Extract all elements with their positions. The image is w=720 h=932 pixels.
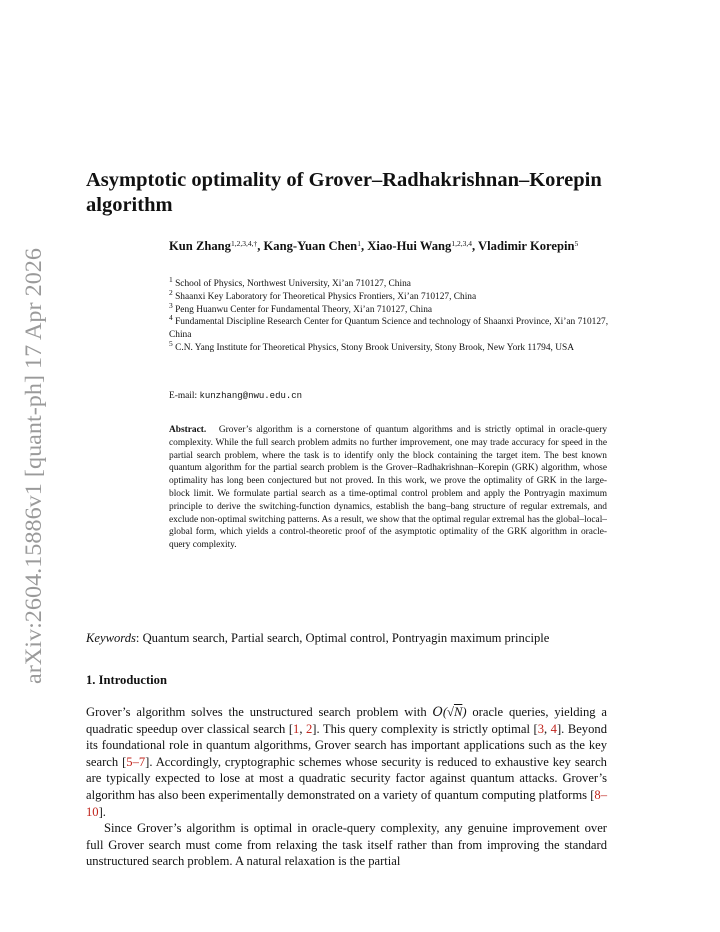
keywords: Keywords: Quantum search, Partial search, Optimal control, Pontryagin maximum principle: [86, 631, 550, 645]
author: Kun Zhang$^{1,2,3,4,\dagger}$,: [169, 239, 264, 253]
introduction-body: [86, 704, 607, 870]
paragraph: Grover’s algorithm solves the unstructured search problem with O(√N) oracle queries, yielding a quadratic speedup over classical search [1, 2]. This query complexity is strictly optimal [3, 4]. Beyond its foundational role in quantum algorithms, Grover search has important applications such as the key search [5–7]. Accordingly, cryptographic schemes whose security is reduced to exhaustive key search are typically expected to lose at most a quadratic security factor against quantum attacks. Grover’s algorithm has also been experimentally demonstrated on a variety of quantum computing platforms [8–10].: [86, 704, 608, 819]
citation-link[interactable]: 3: [537, 721, 545, 736]
affiliation: $^3$ Peng Huanwu Center for Fundamental Theory, Xi’an 710127, China: [169, 300, 433, 315]
author-list: [169, 238, 629, 255]
paragraph: Since Grover’s algorithm is optimal in oracle-query complexity, any genuine improvement over full Grover search must come from relaxing the task itself rather than from improving the standard unstructured search problem. A natural relaxation is the partial: [86, 821, 607, 869]
citation-link[interactable]: 2: [306, 721, 313, 736]
abstract-text: Grover’s algorithm is a cornerstone of quantum algorithms and is strictly optimal in oracle-query complexity. While the full search problem admits no further improvement, one may trade accuracy for speed in the partial search problem, where the task is to identify only the block containing the target item. The best known quantum algorithm for the partial search problem is the Grover–Radhakrishnan–Korepin (GRK) algorithm, whose optimality has long been conjectured but not proved. In this work, we prove the optimality of GRK in the large-block limit. We formulate partial search as a time-optimal control problem and apply the Pontryagin maximum principle to derive the switching-function dynamics, establish the bang–bang structure of regular extremals, and exclude non-optimal switching patterns. As a result, we show that the optimal regular extremal has the global–local–global form, which yields a control-theoretic proof of the asymptotic optimality of the GRK algorithm in oracle-query complexity.: [169, 425, 608, 551]
citation-link[interactable]: 1: [293, 721, 300, 736]
arxiv-stamp-text: arXiv:2604.15886v1 [quant-ph] 17 Apr 2026: [21, 269, 46, 684]
citation-link[interactable]: 5–7: [126, 754, 146, 769]
email-label: E-mail:: [169, 391, 198, 401]
abstract-heading: Abstract.: [169, 425, 207, 435]
affiliation: $^2$ Shaanxi Key Laboratory for Theoretical Physics Frontiers, Xi’an 710127, China: [169, 287, 477, 302]
author: Xiao-Hui Wang$^{1,2,3,4}$,: [367, 239, 479, 253]
affiliation: $^5$ C.N. Yang Institute for Theoretical Physics, Stony Brook University, Stony Brook, New York 11794, USA: [169, 338, 574, 353]
email-address[interactable]: kunzhang@nwu.edu.cn: [199, 391, 303, 401]
keywords-label: Keywords: [86, 631, 136, 645]
citation-link[interactable]: 4: [550, 721, 557, 736]
affiliation: $^1$ School of Physics, Northwest University, Xi’an 710127, China: [169, 275, 411, 289]
section-heading: 1. Introduction: [86, 673, 167, 687]
citation-link[interactable]: 8–10: [86, 787, 607, 819]
paper-title: Asymptotic optimality of Grover–Radhakrishnan–Korepin algorithm: [86, 169, 602, 216]
author: Kang-Yuan Chen$^1$,: [263, 239, 368, 253]
abstract: [169, 424, 607, 552]
contact-email: [169, 390, 302, 402]
affiliation-list: [169, 275, 609, 355]
arxiv-identifier-stamp: [10, 246, 50, 686]
author: Vladimir Korepin$^5$: [478, 239, 579, 253]
big-o-math: O(√N): [432, 704, 467, 719]
affiliation: $^4$ Fundamental Discipline Research Center for Quantum Science and technology of Shaanxi Province, Xi’an 710127, China: [169, 313, 609, 341]
keywords-text: Quantum search, Partial search, Optimal control, Pontryagin maximum principle: [142, 631, 550, 645]
